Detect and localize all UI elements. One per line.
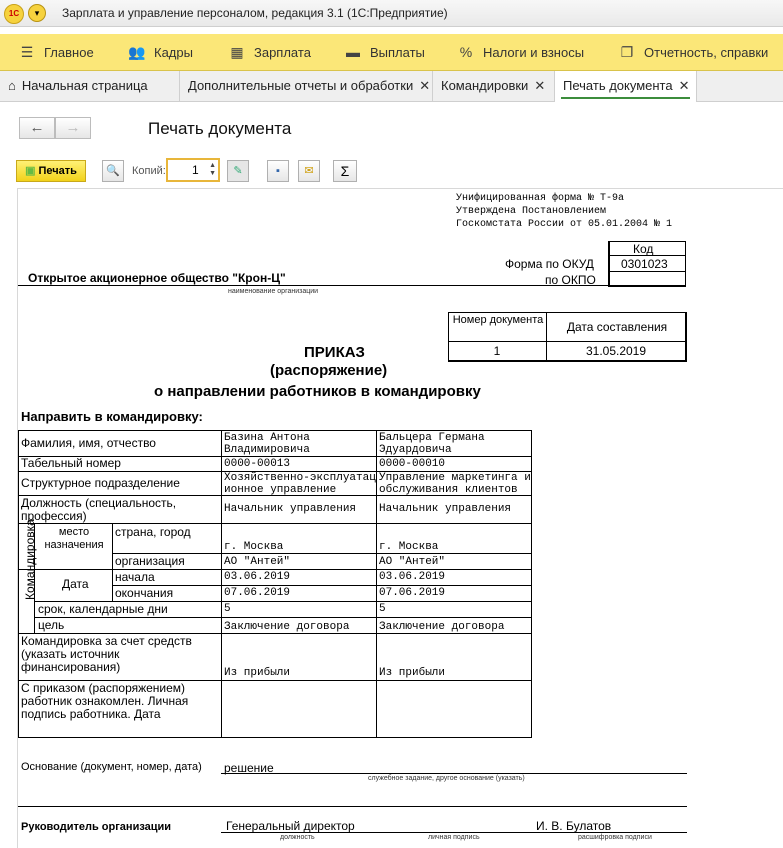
order-purpose: о направлении работников в командировку bbox=[154, 383, 481, 400]
section-taxes[interactable]: % Налоги и взносы bbox=[457, 34, 584, 70]
edit-button[interactable] bbox=[227, 160, 249, 182]
sum-button[interactable] bbox=[333, 160, 357, 182]
start-label: начала bbox=[115, 570, 155, 584]
head-name: И. В. Булатов bbox=[536, 819, 612, 833]
purpose-label: цель bbox=[38, 618, 65, 632]
employee-2-city: г. Москва bbox=[379, 541, 439, 553]
copies-label: Копий: bbox=[132, 165, 166, 177]
back-button[interactable] bbox=[19, 117, 55, 139]
floppy-icon: ▪ bbox=[276, 165, 280, 177]
section-payments[interactable]: ▬ Выплаты bbox=[344, 34, 425, 70]
employee-2-end: 07.06.2019 bbox=[379, 587, 446, 599]
organization-caption: наименование организации bbox=[228, 288, 319, 295]
employee-1-start: 03.06.2019 bbox=[224, 571, 291, 583]
home-icon: ⌂ bbox=[8, 78, 16, 93]
date-label: Дата bbox=[62, 577, 89, 591]
printer-icon: ▣ bbox=[25, 165, 36, 177]
order-title: ПРИКАЗ bbox=[304, 344, 365, 361]
okud-value: 0301023 bbox=[621, 257, 668, 271]
date-header: Дата составления bbox=[566, 320, 668, 334]
employee-2-days: 5 bbox=[379, 603, 386, 615]
position-caption: должность bbox=[280, 834, 315, 841]
code-header: Код bbox=[633, 242, 654, 256]
app-logo-icon: 1С bbox=[4, 4, 24, 24]
sections-panel bbox=[0, 34, 783, 71]
organization-name: Открытое акционерное общество "Крон-Ц" bbox=[28, 271, 286, 285]
employee-2-dept: Управление маркетинга и обслуживания клиентов bbox=[379, 472, 531, 496]
print-button[interactable]: ▣ Печать bbox=[16, 160, 86, 182]
edit-icon: ✎ bbox=[233, 165, 243, 177]
percent-icon: % bbox=[459, 44, 473, 60]
section-main[interactable]: ☰ Главное bbox=[18, 34, 94, 70]
send-label: Направить в командировку: bbox=[21, 409, 203, 424]
destination-label: место назначения bbox=[44, 526, 104, 551]
magnifier-icon: 🔍 bbox=[106, 165, 120, 177]
employee-1-fio: Базина Антона Владимировича bbox=[224, 432, 310, 456]
employee-1-position: Начальник управления bbox=[224, 503, 357, 515]
tab-print-document[interactable]: Печать документа ✕ bbox=[555, 71, 697, 102]
employee-2-tab: 0000-00010 bbox=[379, 458, 446, 470]
employee-1-dept: Хозяйственно-эксплуатац ионное управление bbox=[224, 472, 376, 496]
arrow-left-icon: ← bbox=[29, 119, 45, 136]
section-hr[interactable]: 👥 Кадры bbox=[128, 34, 193, 70]
head-position: Генеральный директор bbox=[226, 819, 355, 833]
order-subtitle: (распоряжение) bbox=[270, 362, 388, 379]
tab-business-trips[interactable]: Командировки ✕ bbox=[433, 71, 555, 101]
employee-1-city: г. Москва bbox=[224, 541, 284, 553]
head-label: Руководитель организации bbox=[21, 821, 172, 833]
doc-number: 1 bbox=[493, 344, 501, 358]
document-sheet bbox=[17, 188, 783, 848]
employee-2-org: АО "Антей" bbox=[379, 556, 446, 568]
send-button[interactable] bbox=[298, 160, 320, 182]
report-icon: ❐ bbox=[620, 44, 634, 60]
employee-2-fio: Бальцера Германа Эдуардовича bbox=[379, 432, 485, 456]
section-salary[interactable]: ▦ Зарплата bbox=[228, 34, 311, 70]
close-icon[interactable]: ✕ bbox=[534, 78, 546, 93]
main-menu-icon[interactable]: ▾ bbox=[28, 4, 46, 22]
spin-arrows-icon[interactable]: ▲ ▼ bbox=[209, 162, 216, 177]
okud-label: Форма по ОКУД bbox=[505, 257, 594, 271]
decode-caption: расшифровка подписи bbox=[578, 834, 652, 841]
envelope-icon: ✉ bbox=[304, 165, 314, 177]
funding-label: Командировка за счет средств (указать источник финансирования) bbox=[21, 634, 192, 674]
wallet-icon: ▬ bbox=[346, 44, 360, 60]
title-bar bbox=[0, 0, 783, 27]
signature-caption: личная подпись bbox=[428, 834, 480, 841]
employee-1-org: АО "Антей" bbox=[224, 556, 291, 568]
tab-home[interactable]: ⌂ Начальная страница bbox=[0, 71, 180, 101]
calculator-icon: ▦ bbox=[230, 44, 244, 60]
country-label: страна, город bbox=[115, 525, 191, 539]
employee-1-tab: 0000-00013 bbox=[224, 458, 291, 470]
basis-value: решение bbox=[224, 761, 274, 775]
window-title: Зарплата и управление персоналом, редакция 3.1 (1С:Предприятие) bbox=[62, 6, 448, 20]
employee-2-start: 03.06.2019 bbox=[379, 571, 446, 583]
save-button[interactable] bbox=[267, 160, 289, 182]
forward-button[interactable] bbox=[55, 117, 91, 139]
basis-caption: служебное задание, другое основание (указать) bbox=[368, 775, 525, 782]
open-windows-tabs bbox=[0, 71, 783, 102]
close-icon[interactable]: ✕ bbox=[419, 78, 431, 93]
dept-label: Структурное подразделение bbox=[21, 476, 180, 490]
doc-date: 31.05.2019 bbox=[585, 344, 647, 358]
section-reports[interactable]: ❐ Отчетность, справки bbox=[618, 34, 768, 70]
employee-1-purpose: Заключение договора bbox=[224, 621, 350, 633]
trip-vertical-label: Командировка bbox=[23, 519, 37, 600]
end-label: окончания bbox=[115, 586, 174, 600]
number-header: Номер документа bbox=[452, 314, 544, 326]
employee-1-days: 5 bbox=[224, 603, 231, 615]
basis-label: Основание (документ, номер, дата) bbox=[21, 761, 202, 773]
close-icon[interactable]: ✕ bbox=[678, 78, 690, 93]
org-label: организация bbox=[115, 554, 185, 568]
sigma-icon: Σ bbox=[340, 163, 350, 179]
duration-label: срок, календарные дни bbox=[38, 602, 168, 616]
employee-1-end: 07.06.2019 bbox=[224, 587, 291, 599]
okpo-label: по ОКПО bbox=[545, 273, 596, 287]
tab-num-label: Табельный номер bbox=[21, 456, 121, 470]
arrow-right-icon: → bbox=[65, 119, 81, 136]
employee-2-position: Начальник управления bbox=[379, 503, 512, 515]
employee-2-purpose: Заключение договора bbox=[379, 621, 505, 633]
employee-1-funding: Из прибыли bbox=[224, 667, 291, 679]
tab-additional-reports[interactable]: Дополнительные отчеты и обработки ✕ bbox=[180, 71, 433, 101]
copies-input[interactable]: 1 ▲ ▼ bbox=[166, 158, 220, 182]
page-title: Печать документа bbox=[148, 119, 292, 138]
acknowledgement-label: С приказом (распоряжением) работник ознакомлен. Личная подпись работника. Дата bbox=[21, 681, 189, 721]
menu-icon: ☰ bbox=[20, 44, 34, 60]
fio-label: Фамилия, имя, отчество bbox=[21, 436, 156, 450]
preview-button[interactable] bbox=[102, 160, 124, 182]
people-icon: 👥 bbox=[128, 44, 146, 60]
form-header-text: Унифицированная форма № Т-9а Утверждена Постановлением Госкомстата России от 05.01.2004 № 1 bbox=[456, 193, 673, 230]
employee-2-funding: Из прибыли bbox=[379, 667, 446, 679]
position-label: Должность (специальность, профессия) bbox=[21, 496, 177, 523]
